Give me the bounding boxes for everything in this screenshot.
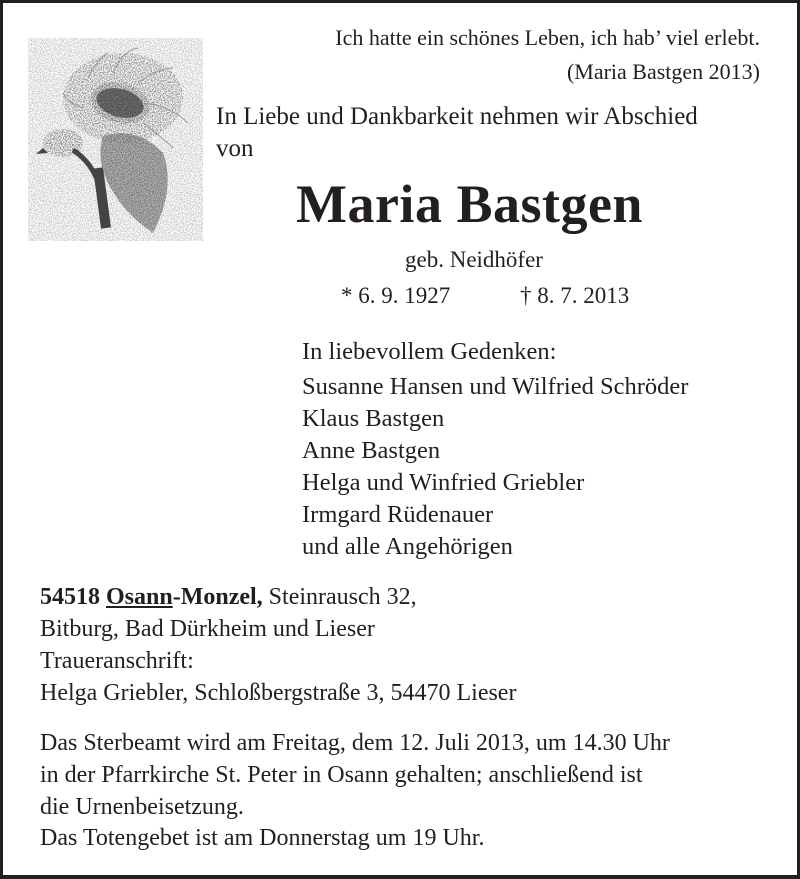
quote-block bbox=[335, 21, 760, 89]
condolence-address: Helga Griebler, Schloßbergstraße 3, 54470 Lieser bbox=[40, 680, 517, 706]
service-line-1: Das Sterbeamt wird am Freitag, dem 12. Juli 2013, um 14.30 Uhr bbox=[40, 730, 670, 756]
sunflower-image bbox=[28, 38, 203, 241]
death-date: † 8. 7. 2013 bbox=[520, 283, 630, 308]
mourner-entry: Anne Bastgen bbox=[302, 437, 441, 464]
birth-date: * 6. 9. 1927 bbox=[341, 283, 451, 308]
quote-text: Ich hatte ein schönes Leben, ich hab’ viel erlebt. bbox=[335, 25, 760, 50]
quote-attribution: (Maria Bastgen 2013) bbox=[566, 59, 760, 84]
town-name-underlined: Osann bbox=[106, 584, 173, 610]
residence-line bbox=[40, 581, 516, 613]
service-line-3: die Urnenbeisetzung. bbox=[40, 794, 244, 820]
mourner-entry: Irmgard Rüdenauer bbox=[302, 501, 494, 528]
condolence-label: Traueranschrift: bbox=[40, 648, 194, 674]
street: Steinrausch 32, bbox=[262, 584, 417, 610]
intro-line-1: In Liebe und Dankbarkeit nehmen wir Abschied bbox=[216, 103, 698, 130]
mourner-entry: Helga und Winfried Griebler bbox=[302, 469, 585, 496]
mourner-entry: Susanne Hansen und Wilfried Schröder bbox=[302, 373, 689, 400]
town-name-suffix: -Monzel, bbox=[172, 584, 263, 610]
address-block bbox=[40, 581, 516, 709]
maiden-name: geb. Neidhöfer bbox=[405, 247, 543, 272]
mourners-heading: In liebevollem Gedenken: bbox=[302, 338, 557, 365]
funeral-service-info bbox=[40, 727, 670, 823]
mourners-list bbox=[302, 336, 688, 563]
places-line: Bitburg, Bad Dürkheim und Lieser bbox=[40, 616, 375, 642]
mourner-entry: Klaus Bastgen bbox=[302, 405, 445, 432]
intro-line-2: von bbox=[216, 135, 254, 162]
prayer-info: Das Totengebet ist am Donnerstag um 19 Uhr. bbox=[40, 825, 485, 851]
farewell-intro bbox=[216, 101, 698, 165]
postal-code: 54518 bbox=[40, 584, 100, 610]
mourner-entry: und alle Angehörigen bbox=[302, 533, 513, 560]
deceased-name: Maria Bastgen bbox=[296, 174, 643, 234]
service-line-2: in der Pfarrkirche St. Peter in Osann gehalten; anschließend ist bbox=[40, 762, 643, 788]
